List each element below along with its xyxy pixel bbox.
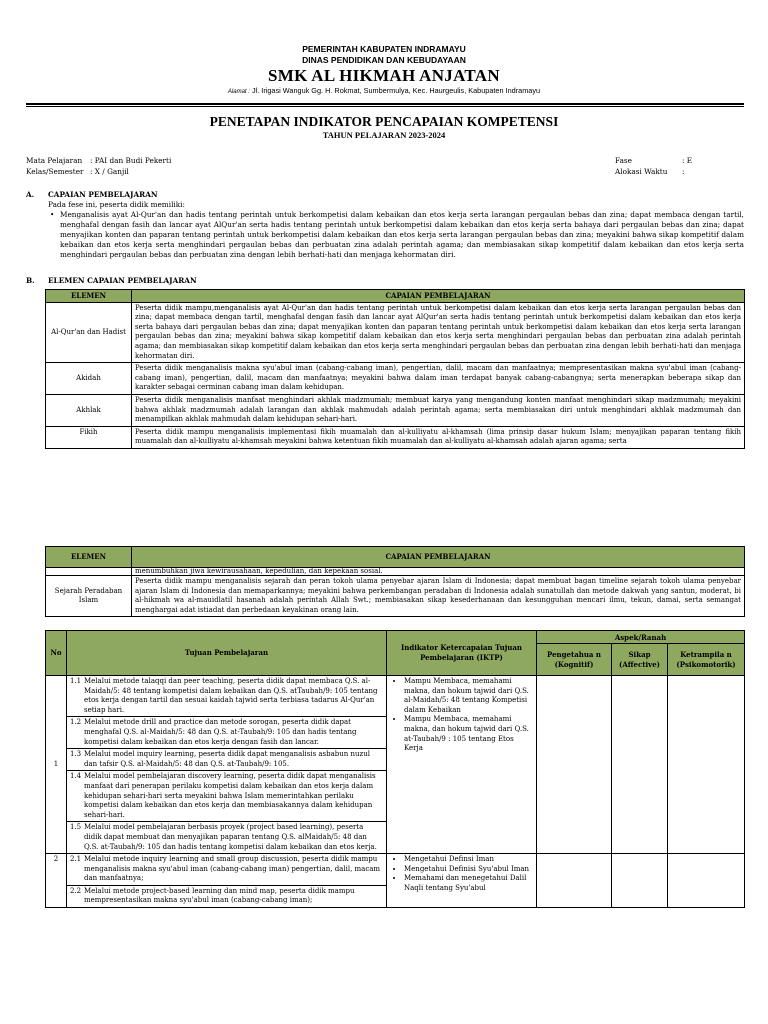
iktp-item: • Memahami dan menegetahui Dalil Naqli tentang Syu'abul <box>404 874 533 893</box>
capaian-cell: Peserta didik menganalisis makna syu'abul iman (cabang-cabang iman), pengertian, dalil, macam dan manfaatnya; mempresentasikan makna syu'abul iman (cabang-cabang iman), pengertian, dalil, macam dan manfaatnya; meyakini bahwa dalam iman terdapat banyak cabang-cabangnya; serta menerapkan beberapa sikap dan karakter sebagai cerminan cabang iman dalam kehidupan. <box>132 363 745 395</box>
letterhead-rule-thick <box>26 103 744 105</box>
no-col-header: No <box>46 631 67 676</box>
section-a <box>26 190 744 260</box>
kognitif-cell <box>537 854 612 908</box>
address-text: Jl. Irigasi Wanguk Gg. H. Rokmat, Sumbermulya, Kec. Haurgeulis, Kabupaten Indramayu <box>251 86 541 95</box>
capaian-col-header: CAPAIAN PEMBELAJARAN <box>132 290 745 303</box>
psikomotorik-cell <box>668 854 745 908</box>
continuation-cell <box>132 568 745 576</box>
section-a-intro: Pada fese ini, peserta didik memiliki: <box>48 200 185 209</box>
tp-item <box>67 749 386 771</box>
kognitif-col-header: Pengetahua n (Kognitif) <box>537 644 612 676</box>
section-b-letter: B. <box>26 276 35 285</box>
capaian-cell: Peserta didik menganalisis manfaat menghindari akhlak madzmumah; membuat karya yang mengandung konten manfaat menghindari sikap madzmumah; meyakini bahwa akhlak madzmumah adalah larangan dan akhlak mahmudah adalah perintah agama; serta membiasakan diri untuk menghindari akhlak madzmumah dan menampilkan akhlak mahmudah dalam kehidupan sehari-hari. <box>132 394 745 426</box>
tp-item-number: 1.2 <box>70 718 82 727</box>
iktp-item: • Mengetahui Definsi Iman <box>404 855 533 865</box>
table-row <box>46 854 745 908</box>
aspek-col-header: Aspek/Ranah <box>537 631 745 644</box>
tp-item <box>67 854 386 886</box>
table-row <box>46 302 745 363</box>
section-a-bullet <box>26 210 744 260</box>
table-row <box>46 576 745 617</box>
class-value: : X / Ganjil <box>90 167 129 176</box>
tp-item <box>67 717 386 749</box>
elemen-cell: Al-Qur'an dan Hadist <box>46 302 132 363</box>
table-row <box>46 363 745 395</box>
tp-item-text: Melalui metode inquiry learning and small group discussion, peserta didik mampu menganalisis makna syu'abul iman (cabang-cabang iman) pengertian, dalil, macam dan manfaatnya; <box>84 855 381 883</box>
kognitif-cell <box>537 676 612 854</box>
tp-item-text: Melalui metode talaqqi dan peer teaching, peserta didik dapat membaca Q.S. al- Maidah/5: 48 tentang kompetisi dalam kebaikan dan Q.S. atTaubah/9: 105 tentang etos kerja dengan tartil dan sesuai kaidah tajwid serta terbiasa tadarus Al-Qur'an setiap hari. <box>84 677 378 714</box>
title-main: PENETAPAN INDIKATOR PENCAPAIAN KOMPETENSI <box>209 114 559 129</box>
tp-item-number: 1.4 <box>70 772 82 781</box>
tp-table <box>45 630 745 908</box>
elemen-cell: Sejarah Peradaban Islam <box>46 576 132 617</box>
tp-item-number: 2.2 <box>70 886 82 895</box>
fase-value: : E <box>682 156 693 165</box>
school-address <box>0 86 768 97</box>
title-year: TAHUN PELAJARAN 2023-2024 <box>322 130 446 140</box>
iktp-cell <box>387 676 537 854</box>
iktp-col-header: Indikator Ketercapaian Tujuan Pembelajaran (IKTP) <box>387 631 537 676</box>
table-row <box>46 426 745 448</box>
tp-item <box>67 676 386 717</box>
bullet-dot-icon: • <box>50 210 55 219</box>
tp-item-text: Melalui model inquiry learning, peserta didik dapat menganalisis asbabun nuzul dan tafsir Q.S. al-Maidah/5: 48 dan Q.S. at-Taubah/9: 105. <box>84 750 370 768</box>
subject-label: Mata Pelajaran <box>26 156 83 165</box>
continuation-text: menumbuhkan jiwa kewirausahaan, kepedulian, dan kepekaan sosial. <box>135 567 383 575</box>
section-b-heading <box>26 276 744 286</box>
capaian-cell-text: Peserta didik mampu menganalisis implementasi fikih muamalah dan al-kulliyatu al-khamsah (lima prinsip dasar hukum Islam; menyajikan paparan tentang fikih muamalah dan al-kulliyatu al-khamsah meyakini bahwa ketentuan fikih muamalah dan al-kulliyatu al-khamsah adalah ajaran agama; serta <box>135 427 741 446</box>
elemen-cell: Akidah <box>46 363 132 395</box>
table-row <box>46 568 745 576</box>
psikomotorik-col-header: Ketrampila n (Psikomotorik) <box>668 644 745 676</box>
meta-info <box>26 155 746 177</box>
afektif-cell <box>612 676 668 854</box>
elemen-col-header: ELEMEN <box>46 290 132 303</box>
tp-item-text: Melalui model pembelajaran discovery learning, peserta didik dapat menganalisis manfaat dari penerapan perilaku kompetisi dalam kebaikan dan etos kerja dalam kehidupan sehari-hari serta meyakini bahwa Islam memerintahkan perilaku kompetisi dalam kebaikan dan etos kerja dan membiasakannya dalam kehidupan sehari-hari. <box>84 772 376 819</box>
capaian-col-header: CAPAIAN PEMBELAJARAN <box>132 547 745 568</box>
table-row <box>46 676 745 854</box>
no-cell: 2 <box>46 854 67 908</box>
tp-item-text: Melalui model pembelajaran berbasis proyek (project based learning), peserta didik dapat membuat dan menyajikan paparan tentang Q.S. alMaidah/5: 48 dan Q.S. at-Taubah/9: 105 dan hadis tentang kompetisi dalam kebaikan dan etos kerja. <box>84 823 377 851</box>
no-cell: 1 <box>46 676 67 854</box>
tp-item-number: 1.3 <box>70 750 82 759</box>
afektif-cell <box>612 854 668 908</box>
elemen-table-continued <box>45 546 745 617</box>
government-name: PEMERINTAH KABUPATEN INDRAMAYU <box>302 44 466 54</box>
iktp-cell <box>387 854 537 908</box>
tp-cell <box>67 676 387 854</box>
psikomotorik-cell <box>668 676 745 854</box>
fase-label: Fase <box>615 156 632 165</box>
elemen-table <box>45 289 745 449</box>
tp-cell <box>67 854 387 908</box>
tp-item-text: Melalui metode drill and practice dan metode sorogan, peserta didik dapat menghafal Q.S. al-Maidah/5: 48 dan Q.S. at-Taubah/9: 105 dan hadis tentang kompetisi dalam kebaikan dan etos kerja dengan fasih dan lancar. <box>84 718 357 746</box>
section-a-title: CAPAIAN PEMBELAJARAN <box>48 190 158 199</box>
tp-item-number: 1.1 <box>70 677 82 685</box>
capaian-cell <box>132 426 745 448</box>
time-value: : <box>682 167 685 176</box>
document-title <box>0 114 768 141</box>
section-a-bullet-text: Menganalisis ayat Al-Qur'an dan hadis tentang perintah untuk berkompetisi dalam kebaikan dan etos kerja serta larangan pergaulan bebas dan zina; dapat membaca dengan tartil, menghafal dengan fasih dan lancar ayat AlQur'an serta hadis tentang perintah untuk berkompetisi dalam kebaikan dan etos kerja serta bahaya dari pergaulan bebas dan zina; dapat menyajikan konten dan paparan tentang perintah untuk berkompetisi dalam kebaikan dan etos kerja serta larangan pergaulan bebas dan zina; meyakini bahwa sikap kompetitif dalam kebaikan dan etos kerja serta menghindari pergaulan bebas dan perbuatan zina adalah perintah agama; dan membiasakan sikap kompetitif dalam kebaikan dan etos kerja serta menghindari pergaulan bebas dan perbuatan zina dengan lebih berhati-hati dan menjaga kehormatan diri. <box>60 210 744 259</box>
iktp-item: • Mengetahui Definisi Syu'abul Iman <box>404 865 533 875</box>
section-a-letter: A. <box>26 190 35 199</box>
tp-item <box>67 771 386 822</box>
address-label: Alamat : <box>227 89 250 95</box>
tp-item <box>67 886 386 907</box>
iktp-item: • Mampu Membaca, memahami makna, dan hokum tajwid dari Q.S. al-Maidah/5: 48 tentang Kompetisi dalam Kebaikan <box>404 677 533 715</box>
letterhead-rule-thin <box>26 106 744 107</box>
school-name: SMK AL HIKMAH ANJATAN <box>268 66 500 85</box>
tp-item <box>67 822 386 853</box>
letterhead <box>0 44 768 97</box>
table-row <box>46 394 745 426</box>
tp-col-header: Tujuan Pembelajaran <box>67 631 387 676</box>
time-label: Alokasi Waktu <box>615 167 668 176</box>
tp-item-text: Melalui metode project-based learning dan mind map, peserta didik mampu mempresentasikan makna syu'abul iman (cabang-cabang iman); <box>84 886 355 905</box>
capaian-cell: Peserta didik mampu menganalisis sejarah dan peran tokoh ulama penyebar ajaran Islam di Indonesia; dapat membuat bagan timeline sejarah tokoh ulama penyebar ajaran Islam di Indonesia dan memaparkannya; meyakini bahwa perkembangan peradaban di Indonesia adalah sunatullah dan metode dakwah yang santun, moderat, bi al-hikmah wa al-mauidlatil hasanah adalah perintah Allah Swt.; membiasakan sikap kesederhanaan dan kesungguhan mencari ilmu, tekun, damai, serta semangat menghargai adat istiadat dan perbedaan keyakinan orang lain. <box>132 576 745 617</box>
subject-value: : PAI dan Budi Pekerti <box>90 156 172 165</box>
tp-item-number: 2.1 <box>70 855 82 864</box>
elemen-col-header: ELEMEN <box>46 547 132 568</box>
afektif-col-header: Sikap (Affective) <box>612 644 668 676</box>
iktp-item: • Mampu Membaca, memahami makna, dan hokum tajwid dari Q.S. at-Taubah/9 : 105 tentang Etos Kerja <box>404 715 533 753</box>
elemen-cell <box>46 568 132 576</box>
capaian-cell: Peserta didik mampu,menganalisis ayat Al-Qur'an dan hadis tentang perintah untuk berkompetisi dalam kebaikan dan etos kerja serta larangan pergaulan bebas dan zina; dapat membaca dengan tartil, menghafal dengan fasih dan lancar ayat AlQur'an serta hadis tentang perintah untuk berkompetisi dalam kebaikan dan etos kerja serta bahaya dari pergaulan bebas dan zina; dapat menyajikan konten dan paparan tentang perintah untuk berkompetisi dalam kebaikan dan etos kerja serta larangan pergaulan bebas dan zina; meyakini bahwa sikap kompetitif dalam kebaikan dan etos kerja serta menghindari pergaulan bebas dan perbuatan zina adalah perintah agama; dan membiasakan sikap kompetitif dalam kebaikan dan etos kerja serta menghindari pergaulan bebas dan perbuatan zina dengan lebih berhati-hati dan menjaga kehormatan diri. <box>132 302 745 363</box>
elemen-cell: Fikih <box>46 426 132 448</box>
section-b-title: ELEMEN CAPAIAN PEMBELAJARAN <box>48 276 197 285</box>
elemen-cell: Akhlak <box>46 394 132 426</box>
section-a-heading <box>26 190 744 200</box>
class-label: Kelas/Semester <box>26 167 84 176</box>
department-name: DINAS PENDIDIKAN DAN KEBUDAYAAN <box>302 55 466 65</box>
tp-item-number: 1.5 <box>70 823 82 832</box>
